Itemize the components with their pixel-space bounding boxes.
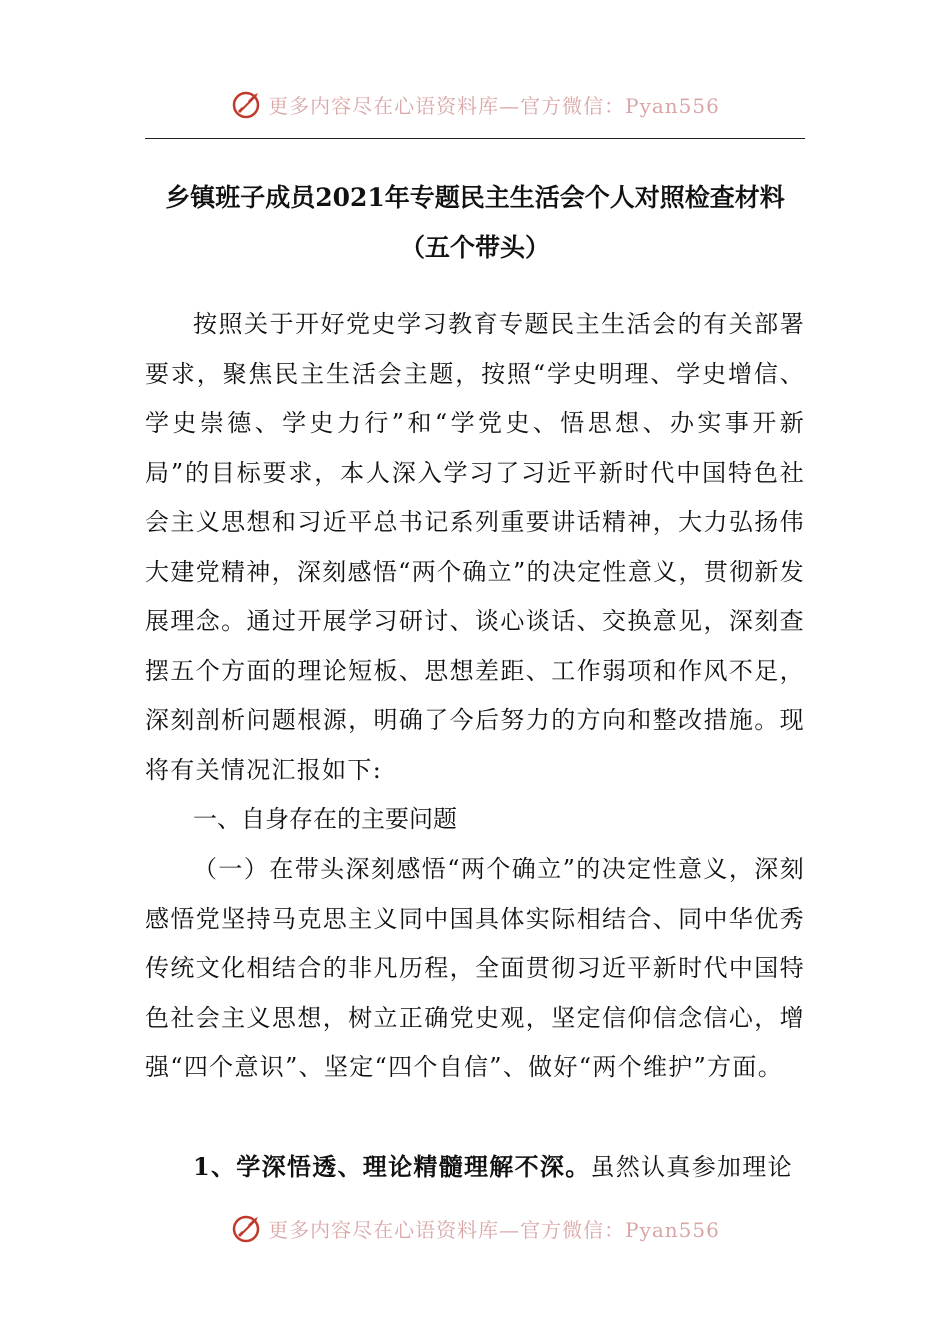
watermark-text: 更多内容尽在心语资料库—官方微信：Pyan556 xyxy=(268,93,720,118)
footer-watermark xyxy=(0,1208,950,1248)
subsection-paragraph: （一）在带头深刻感悟“两个确立”的决定性意义，深刻感悟党坚持马克思主义同中国具体实际相结合、同中华优秀传统文化相结合的非凡历程，全面贯彻习近平新时代中国特色社会主义思想，树立正确党史观，坚定信仰信念信心，增强“四个意识”、坚定“四个自信”、做好“两个维护”方面。 xyxy=(145,855,805,1081)
pen-logo-icon xyxy=(230,87,264,121)
document-title: 乡镇班子成员2021年专题民主生活会个人对照检查材料 xyxy=(165,183,785,212)
header-divider xyxy=(145,138,805,139)
point-heading: 1、学深悟透、理论精髓理解不深。 xyxy=(193,1152,591,1181)
document-subtitle: （五个带头） xyxy=(399,233,550,262)
header-watermark xyxy=(0,84,950,124)
section-heading: 一、自身存在的主要问题 xyxy=(193,805,457,833)
point-paragraph xyxy=(145,1142,805,1193)
point-text: 虽然认真参加理论 xyxy=(590,1153,793,1181)
pen-logo-icon xyxy=(230,1211,264,1245)
watermark-text: 更多内容尽在心语资料库—官方微信：Pyan556 xyxy=(268,1217,720,1242)
intro-paragraph: 按照关于开好党史学习教育专题民主生活会的有关部署要求，聚焦民主生活会主题，按照“学史明理、学史增信、学史崇德、学史力行”和“学党史、悟思想、办实事开新局”的目标要求，本人深入学习了习近平新时代中国特色社会主义思想和习近平总书记系列重要讲话精神，大力弘扬伟大建党精神，深刻感悟“两个确立”的决定性意义，贯彻新发展理念。通过开展学习研讨、谈心谈话、交换意见，深刻查摆五个方面的理论短板、思想差距、工作弱项和作风不足，深刻剖析问题根源，明确了今后努力的方向和整改措施。现将有关情况汇报如下: xyxy=(145,310,805,784)
